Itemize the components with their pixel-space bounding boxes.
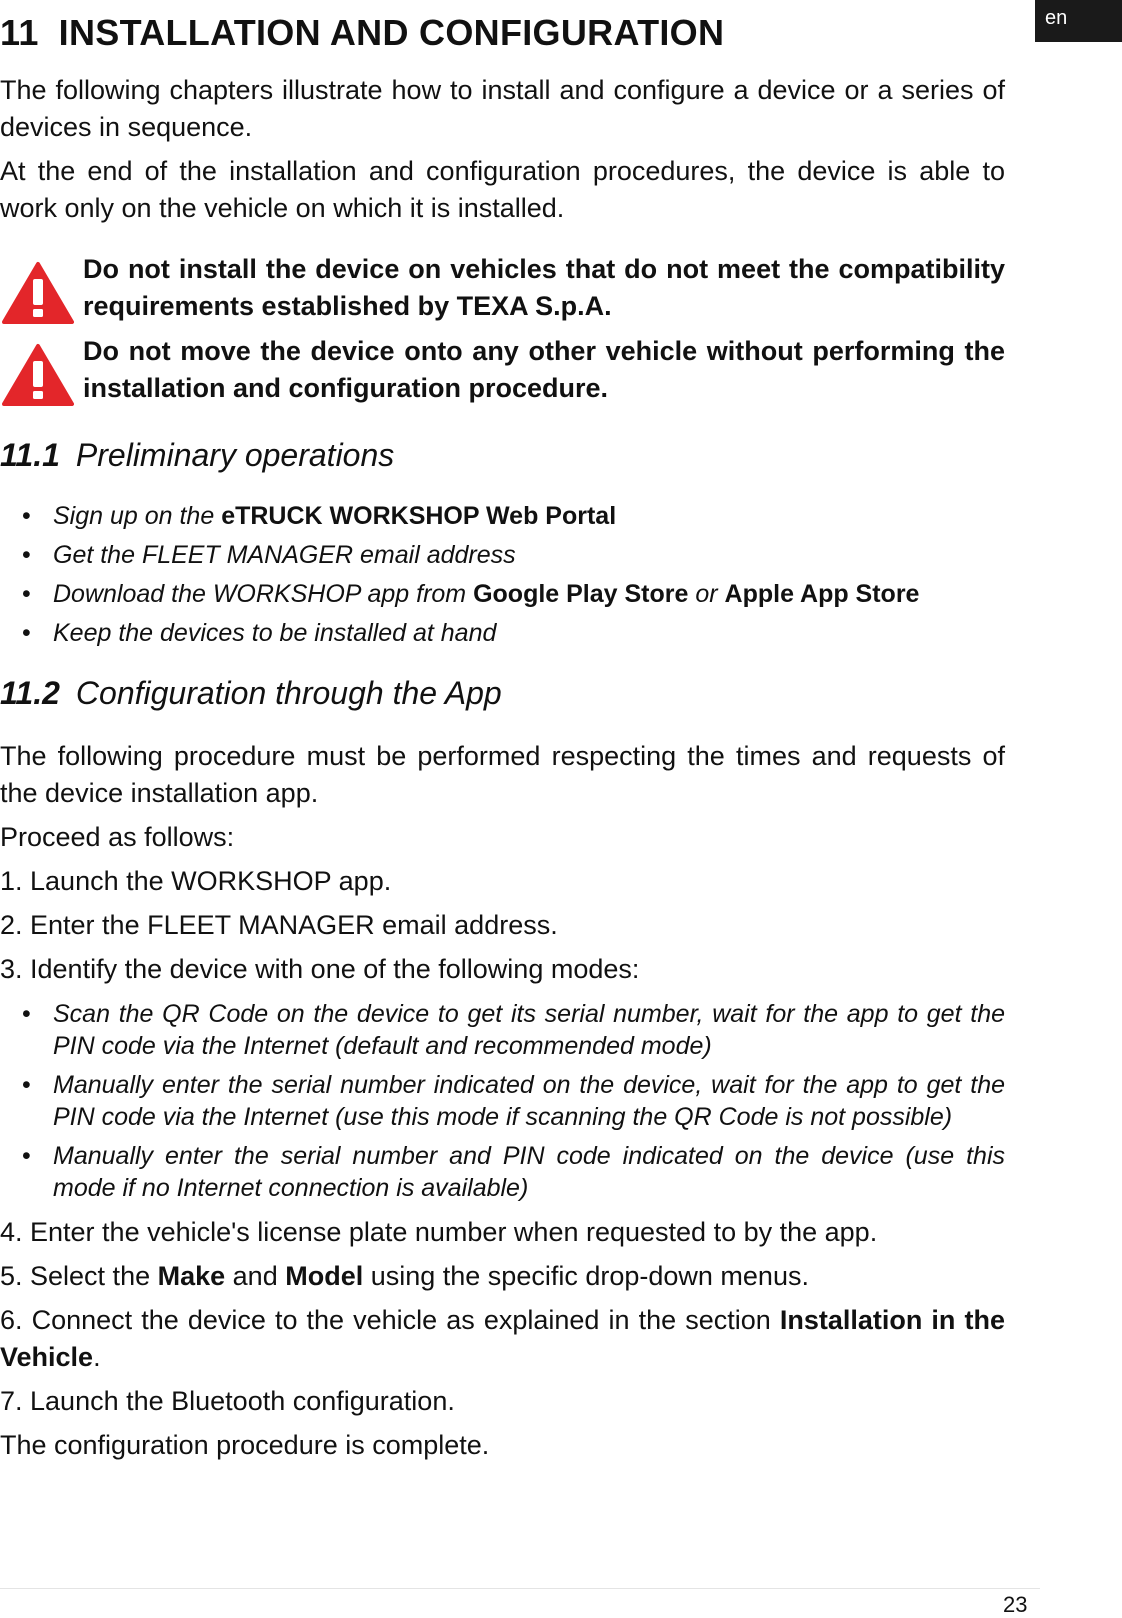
section-intro: The following procedure must be performed respecting the times and requests of the device installation app. (0, 741, 1005, 808)
warning-note (0, 333, 1005, 407)
list-item: • Download the WORKSHOP app from Google Play Store or Apple App Store (22, 580, 920, 608)
step: 4. Enter the vehicle's license plate number when requested to by the app. (0, 1217, 878, 1247)
list-item: • Sign up on the eTRUCK WORKSHOP Web Portal (22, 502, 617, 530)
chapter-title: INSTALLATION AND CONFIGURATION (58, 12, 725, 53)
bullet: • (22, 1071, 31, 1099)
intro-paragraph: The following chapters illustrate how to install and configure a device or a series of devices in sequence. (0, 75, 1005, 142)
section-heading-configuration (0, 675, 1005, 712)
chapter-number: 11 (0, 12, 39, 53)
language-tab (1035, 0, 1122, 42)
bullet: • (22, 619, 31, 647)
bullet: • (22, 580, 31, 608)
footer-divider (0, 1588, 1040, 1589)
intro-paragraph: At the end of the installation and configuration procedures, the device is able to work only on the vehicle on which it is installed. (0, 156, 1005, 223)
preliminary-list (0, 500, 1005, 649)
section-heading-preliminary (0, 437, 1005, 474)
bullet: • (22, 1000, 31, 1028)
identification-modes-list (0, 998, 1005, 1204)
list-item: • Manually enter the serial number and PIN code indicated on the device (use this mode if no Internet connection is available) (22, 1142, 1005, 1202)
list-item: • Keep the devices to be installed at hand (22, 619, 497, 647)
step: 7. Launch the Bluetooth configuration. (0, 1386, 455, 1416)
step: 2. Enter the FLEET MANAGER email address. (0, 910, 558, 940)
warning-note (0, 251, 1005, 325)
chapter-heading (0, 12, 1005, 54)
warning-icon (2, 261, 74, 325)
bullet: • (22, 1142, 31, 1170)
list-item: • Scan the QR Code on the device to get its serial number, wait for the app to get the PIN code via the Internet (default and recommended mode) (22, 1000, 1005, 1060)
warning-text: Do not install the device on vehicles that do not meet the compatibility requirements established by TEXA S.p.A. (83, 254, 1005, 321)
page-number: 23 (1003, 1592, 1028, 1617)
section-title: Configuration through the App (75, 675, 502, 711)
warning-icon (2, 343, 74, 407)
warnings (0, 251, 1005, 407)
bullet: • (22, 502, 31, 530)
proceed-text: Proceed as follows: (0, 822, 235, 852)
section-number: 11.2 (0, 675, 60, 711)
page-content (0, 12, 1005, 1471)
closing-text: The configuration procedure is complete. (0, 1430, 490, 1460)
step: 6. Connect the device to the vehicle as explained in the section Installation in the Vehicle. (0, 1305, 1005, 1372)
warning-text: Do not move the device onto any other vehicle without performing the installation and configuration procedure. (83, 336, 1005, 403)
step: 1. Launch the WORKSHOP app. (0, 866, 392, 896)
language-label: en (1045, 7, 1068, 29)
section-number: 11.1 (0, 437, 60, 473)
section-title: Preliminary operations (75, 437, 395, 473)
bullet: • (22, 541, 31, 569)
step: 3. Identify the device with one of the following modes: (0, 954, 640, 984)
list-item: • Manually enter the serial number indicated on the device, wait for the app to get the PIN code via the Internet (use this mode if scanning the QR Code is not possible) (22, 1071, 1005, 1131)
step: 5. Select the Make and Model using the specific drop-down menus. (0, 1261, 809, 1291)
list-item: • Get the FLEET MANAGER email address (22, 541, 516, 569)
